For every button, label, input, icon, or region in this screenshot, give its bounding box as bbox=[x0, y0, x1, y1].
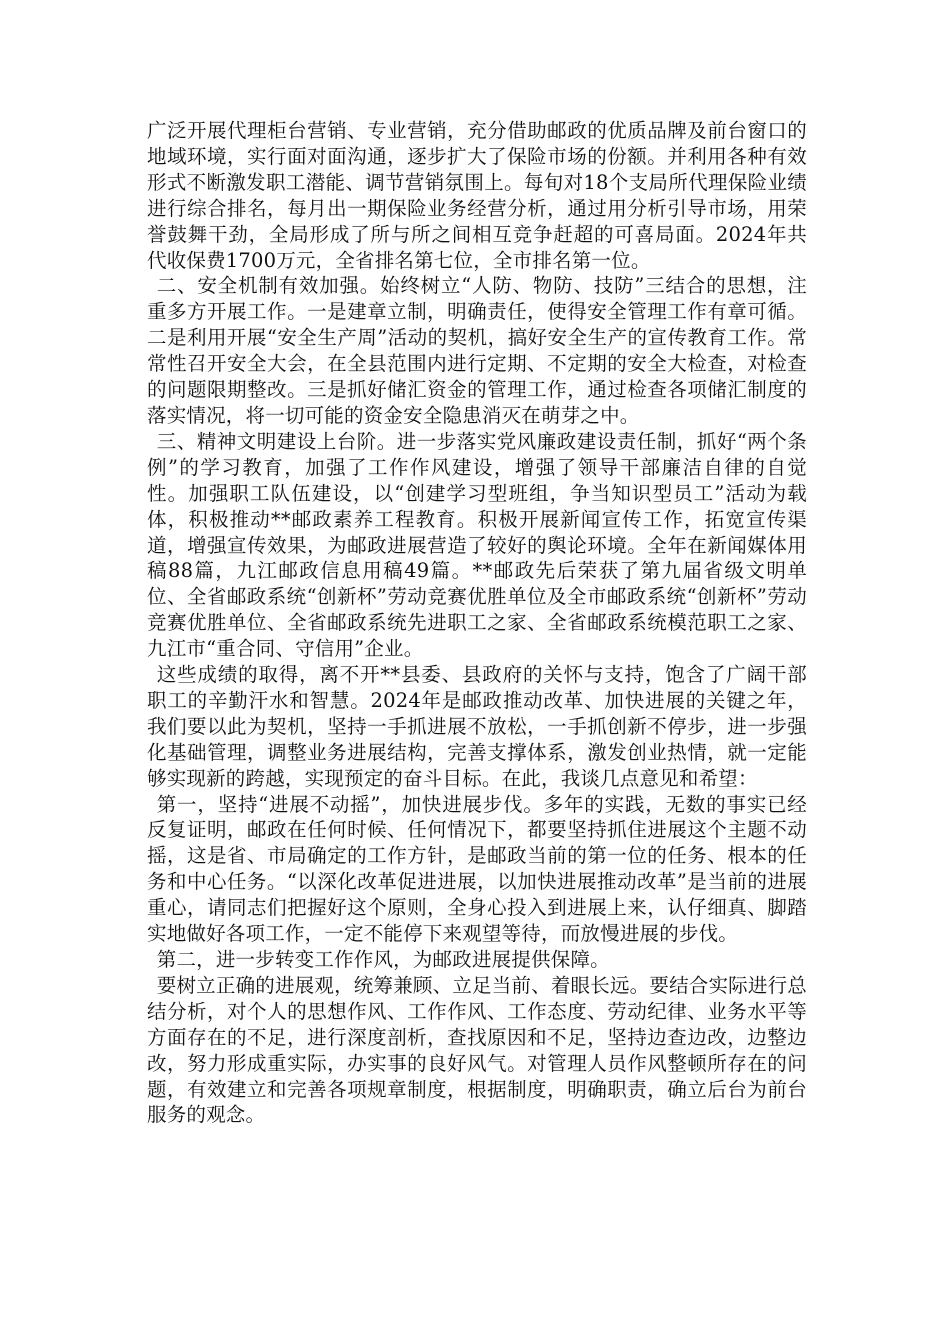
paragraph-point-two-heading: 第二，进一步转变工作作风，为邮政进展提供保障。 bbox=[156, 948, 610, 971]
paragraph-point-one: 第一，坚持“进展不动摇”，加快进展步伐。多年的实践，无数的事实已经反复证明，邮政在任何时候、任何情况下，都要坚持抓住进展这个主题不动摇，这是省、市局确定的工作方针，是邮政当前的第一位的任务、根本的任务和中心任务。“以深化改革促进进展，以加快进展推动改革”是当前的进展重心，请同志们把握好这个原则，全身心投入到进展上来，认仔细真、脚踏实地做好各项工作，一定不能停下来观望等待，而放慢进展的步伐。 bbox=[147, 792, 807, 946]
paragraph-achievements: 这些成绩的取得，离不开**县委、县政府的关怀与支持，饱含了广阔干部职工的辛勤汗水和智慧。2024年是邮政推动改革、加快进展的关键之年，我们要以此为契机，坚持一手抓进展不放松，一手抓创新不停步，进一步强化基础管理，调整业务进展结构，完善支撑体系，激发创业热情，就一定能够实现新的跨越，实现预定的奋斗目标。在此，我谈几点意见和希望： bbox=[147, 663, 807, 790]
paragraph-point-two-body: 要树立正确的进展观，统筹兼顾、立足当前、着眼长远。要结合实际进行总结分析，对个人的思想作风、工作作风、工作态度、劳动纪律、业务水平等方面存在的不足，进行深度剖析，查找原因和不足，坚持边查边改，边整边改，努力形成重实际，办实事的良好风气。对管理人员作风整顿所存在的问题，有效建立和完善各项规章制度，根据制度，明确职责，确立后台为前台服务的观念。 bbox=[147, 973, 807, 1127]
document-body bbox=[147, 118, 807, 1128]
paragraph-safety-mechanism: 二、安全机制有效加强。始终树立“人防、物防、技防”三结合的思想，注重多方开展工作。一是建章立制，明确责任，使得安全管理工作有章可循。二是利用开展“安全生产周”活动的契机，搞好安全生产的宣传教育工作。常常性召开安全大会，在全县范围内进行定期、不定期的安全大检查，对检查的问题限期整改。三是抓好储汇资金的管理工作，通过检查各项储汇制度的落实情况，将一切可能的资金安全隐患消灭在萌芽之中。 bbox=[147, 274, 807, 427]
paragraph-spiritual-civilization: 三、精神文明建设上台阶。进一步落实党风廉政建设责任制，抓好“两个条例”的学习教育，加强了工作作风建设，增强了领导干部廉洁自律的自觉性。加强职工队伍建设，以“创建学习型班组，争当知识型员工”活动为载体，积极推动**邮政素养工程教育。积极开展新闻宣传工作，拓宽宣传渠道，增强宣传效果，为邮政进展营造了较好的舆论环境。全年在新闻媒体用稿88篇，九江邮政信息用稿49篇。**邮政先后荣获了第九届省级文明单位、全省邮政系统“创新杯”劳动竞赛优胜单位及全市邮政系统“创新杯”劳动竞赛优胜单位、全省邮政系统先进职工之家、全省邮政系统模范职工之家、九江市“重合同、守信用”企业。 bbox=[147, 429, 807, 661]
paragraph-insurance-marketing: 广泛开展代理柜台营销、专业营销，充分借助邮政的优质品牌及前台窗口的地域环境，实行面对面沟通，逐步扩大了保险市场的份额。并利用各种有效形式不断激发职工潜能、调节营销氛围上。每旬对18个支局所代理保险业绩进行综合排名，每月出一期保险业务经营分析，通过用分析引导市场，用荣誉鼓舞干劲，全局形成了所与所之间相互竞争赶超的可喜局面。2024年共代收保费1700万元，全省排名第七位，全市排名第一位。 bbox=[147, 119, 807, 272]
